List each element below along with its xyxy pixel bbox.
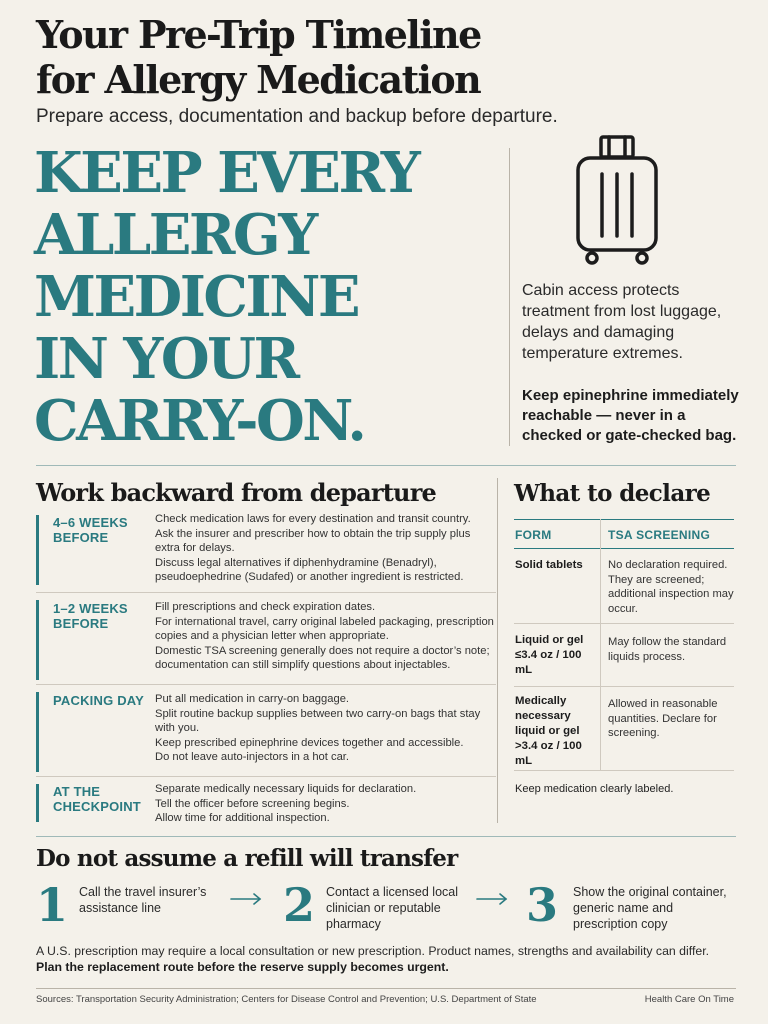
- table-top-rule: [514, 519, 734, 520]
- timeline-line: Do not leave auto-injectors in a hot car.: [155, 751, 350, 763]
- hero-line: ALLERGY: [34, 202, 316, 268]
- timeline-line: Split routine backup supplies between two carry-on bags that stay with you.: [155, 707, 481, 734]
- timeline-separator: [36, 592, 496, 593]
- timeline-line: For international travel, carry original labeled packaging, prescription copies and a physician letter when appropriate.: [155, 615, 494, 642]
- timeline-line: Check medication laws for every destination and transit country.: [155, 513, 471, 525]
- timeline-step-text: [155, 692, 495, 765]
- timeline-line: Domestic TSA screening generally does not require a doctor’s note; documentation can still simplify questions about injectables.: [155, 644, 490, 671]
- timeline-line: Tell the officer before screening begins.: [155, 797, 350, 810]
- table-row-rule: [514, 623, 734, 624]
- timeline-line: Separate medically necessary liquids for declaration.: [155, 783, 417, 795]
- table-cell-tsa: Allowed in reasonable quantities. Declare for screening.: [608, 698, 718, 739]
- suitcase-icon: [570, 134, 662, 268]
- page-subtitle: Prepare access, documentation and backup before departure.: [36, 106, 558, 127]
- timeline-line: Put all medication in carry-on baggage.: [155, 693, 350, 705]
- step-text: Contact a licensed local clinician or reputable pharmacy: [326, 885, 459, 931]
- page-title: [36, 12, 481, 102]
- label-note: Keep medication clearly labeled.: [515, 783, 674, 795]
- section-divider: [36, 465, 736, 466]
- timeline-separator: [36, 776, 496, 777]
- timeline-bar: [36, 515, 39, 585]
- timeline-step-label: [53, 784, 153, 814]
- timeline-bar: [36, 692, 39, 772]
- table-cell-tsa: No declaration required. They are screened; additional inspection may occur.: [608, 559, 734, 615]
- label-line: BEFORE: [53, 616, 109, 631]
- table-header-tsa: TSA SCREENING: [608, 528, 711, 542]
- column-divider: [497, 478, 498, 823]
- cabin-access-text: Cabin access protects treatment from lost luggage, delays and damaging temperature extremes.: [522, 282, 722, 362]
- footer-divider: [36, 988, 736, 989]
- table-row-rule: [514, 770, 734, 771]
- epinephrine-note: Keep epinephrine immediately reachable — never in a checked or gate-checked bag.: [522, 387, 739, 444]
- table-header-form: FORM: [515, 528, 552, 542]
- table-row-rule: [514, 686, 734, 687]
- timeline-step-text: [155, 512, 495, 585]
- timeline-step-text: [155, 600, 495, 673]
- timeline-line: Ask the insurer and prescriber how to obtain the trip supply plus extra for delays.: [155, 527, 471, 554]
- timeline-step-label: [53, 601, 153, 631]
- hero-line: CARRY-ON.: [34, 388, 365, 454]
- table-cell-form: Medically necessary liquid or gel >3.4 oz / 100 mL: [515, 695, 582, 767]
- label-line: PACKING DAY: [53, 693, 145, 708]
- disclaimer: A U.S. prescription may require a local consultation or new prescription. Product names, strengths and availability can differ.: [36, 944, 710, 958]
- timeline-line: Fill prescriptions and check expiration dates.: [155, 601, 376, 613]
- hero-line: KEEP EVERY: [34, 140, 419, 206]
- timeline-separator: [36, 684, 496, 685]
- hero-line: IN YOUR: [34, 326, 298, 392]
- hero-headline: [34, 142, 514, 452]
- label-line: AT THE: [53, 784, 101, 799]
- title-line-2: for Allergy Medication: [36, 57, 481, 102]
- hero-line: MEDICINE: [34, 264, 359, 330]
- table-cell-tsa: May follow the standard liquids process.: [608, 636, 727, 663]
- step-text: Show the original container, generic name and prescription copy: [573, 885, 727, 931]
- timeline-title: Work backward from departure: [36, 478, 437, 507]
- step-number: 2: [283, 878, 316, 932]
- refill-title: Do not assume a refill will transfer: [36, 845, 458, 872]
- table-header-rule: [514, 548, 734, 549]
- table-cell-form: Liquid or gel ≤3.4 oz / 100 mL: [515, 634, 584, 676]
- section-divider: [36, 836, 736, 837]
- step-text: Call the travel insurer’s assistance line: [79, 885, 207, 915]
- arrow-right-icon: [230, 892, 262, 906]
- label-line: 4–6 WEEKS: [53, 515, 128, 530]
- label-line: 1–2 WEEKS: [53, 601, 128, 616]
- timeline-line: Discuss legal alternatives if diphenhydramine (Benadryl), pseudoephedrine (Sudafed) or another ingredient is restricted.: [155, 556, 464, 583]
- step-number: 3: [526, 878, 559, 932]
- label-line: BEFORE: [53, 530, 109, 545]
- table-cell-form: Solid tablets: [515, 559, 583, 571]
- timeline-bar: [36, 784, 39, 822]
- timeline-step-label: [53, 693, 158, 708]
- timeline-line: Allow time for additional inspection.: [155, 812, 330, 824]
- timeline-line: Keep prescribed epinephrine devices together and accessible.: [155, 736, 464, 749]
- step-number: 1: [36, 878, 69, 932]
- plan-note: Plan the replacement route before the reserve supply becomes urgent.: [36, 960, 449, 974]
- timeline-bar: [36, 600, 39, 680]
- title-line-1: Your Pre-Trip Timeline: [36, 12, 481, 57]
- timeline-step-text: [155, 782, 495, 826]
- declare-title: What to declare: [514, 480, 711, 507]
- publisher: Health Care On Time: [644, 994, 734, 1005]
- sources: Sources: Transportation Security Administration; Centers for Disease Control and Prevention; U.S. Department of State: [36, 994, 537, 1005]
- hero-divider: [509, 148, 510, 446]
- label-line: CHECKPOINT: [53, 799, 141, 814]
- timeline-step-label: [53, 515, 153, 545]
- arrow-right-icon: [476, 892, 508, 906]
